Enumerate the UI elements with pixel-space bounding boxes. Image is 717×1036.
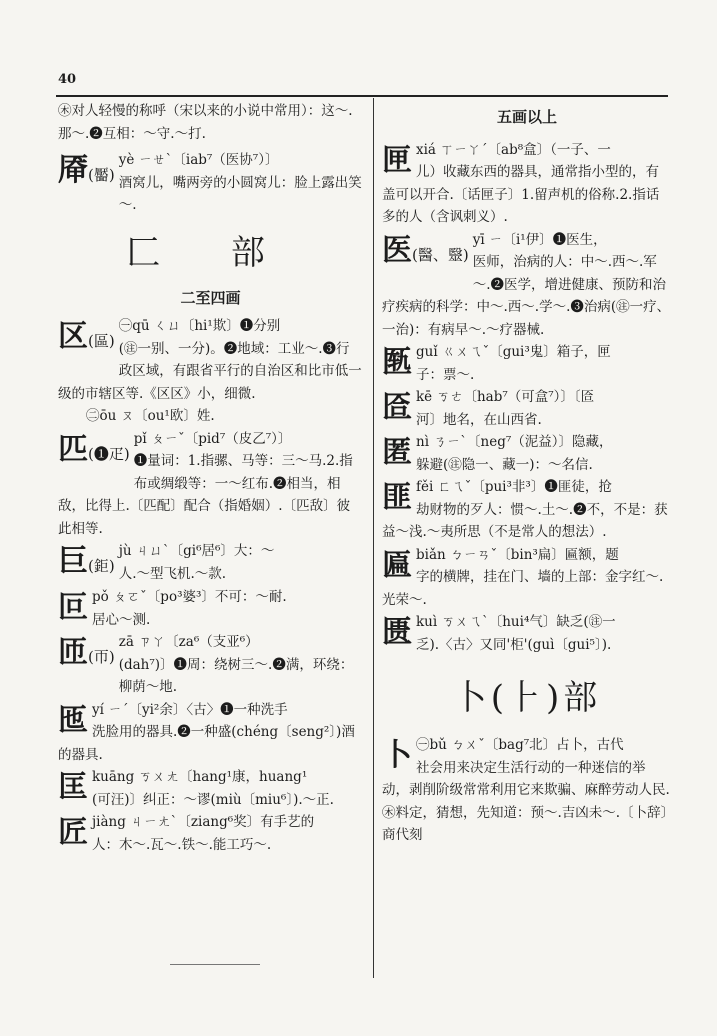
dictionary-entry xyxy=(382,341,672,386)
headword: 匜 xyxy=(58,702,88,738)
dictionary-entry xyxy=(58,405,363,428)
variant-form: (❶疋) xyxy=(88,444,130,463)
pronunciation: ㊀bǔ ㄅㄨˇ〔bag⁷北〕占卜，古代 xyxy=(416,737,624,753)
dictionary-entry xyxy=(58,315,363,405)
definition: (㊟一别、一分)。❷地域：工业～.❸行政区域，有跟省平行的自治区和比市低一级的市辖区等.《区区》小，细微. xyxy=(58,340,362,402)
pronunciation: yī ㄧ〔i¹伊〕❶医生， xyxy=(472,231,607,248)
right-column xyxy=(382,100,672,847)
definition: 医师，治病的人：中～.西～.军～.❷医学，增进健康、预防和治疗疾病的科学：中～.西～.学～.❸治病(㊟一疗、一治)：有病早～.～疗器械. xyxy=(382,254,671,338)
pronunciation: kuì ㄎㄨㄟˋ〔hui⁴气〕缺乏(㊟一 xyxy=(416,614,616,630)
pronunciation: pǐ ㄆㄧˇ〔pid⁷（皮乙⁷）〕 xyxy=(133,430,292,447)
definition: 人：木～.瓦～.铁～.能工巧～. xyxy=(92,836,272,853)
definition: 居心～测. xyxy=(92,611,151,628)
headword: 匪 xyxy=(382,480,412,515)
dictionary-entry xyxy=(382,431,672,476)
headword: 匹(❶疋) xyxy=(58,431,130,467)
variant-form: (鉅) xyxy=(88,557,115,575)
header-rule xyxy=(56,95,668,97)
definition: 儿）收藏东西的器具，通常指小型的，有盖可以开合.〔话匣子〕1.留声机的俗称.2.指话多的人（含讽刺义）. xyxy=(382,164,660,225)
headword: 卜 xyxy=(382,738,412,773)
dictionary-entry xyxy=(382,611,672,656)
definition: 河〕地名，在山西省. xyxy=(416,411,542,428)
definition: ㊁ōu ㄡ〔ou¹欧〕姓. xyxy=(86,408,215,424)
pronunciation: ㊀qū ㄑㄩ〔hi¹欺〕❶分别 xyxy=(118,318,281,334)
dictionary-entry xyxy=(382,544,672,612)
headword: 叵 xyxy=(58,590,88,625)
headword: 厣(靨) xyxy=(58,153,115,188)
lead-text: ㊍对人轻慢的称呼（宋以来的小说中常用）：这～.那～.❷互相：～守.～打. xyxy=(58,103,353,142)
pronunciation: jù ㄐㄩˋ〔gi⁶居⁶〕大：～ xyxy=(118,543,275,559)
pronunciation: biǎn ㄅㄧㄢˇ〔bin³扁〕匾额，题 xyxy=(416,546,619,563)
headword: 匡 xyxy=(58,770,88,805)
headword: 匼 xyxy=(382,390,412,425)
headword: 匝(帀) xyxy=(58,635,115,670)
column-divider xyxy=(373,98,374,978)
dictionary-entry xyxy=(382,386,672,431)
pronunciation: pǒ ㄆㄛˇ〔po³婆³〕不可：～耐. xyxy=(92,589,287,605)
dictionary-entry xyxy=(58,699,363,767)
variant-form: (醫、毉) xyxy=(412,245,469,264)
variant-form: (帀) xyxy=(88,648,115,666)
dictionary-entry xyxy=(382,476,672,544)
page-number: 40 xyxy=(58,72,77,87)
stroke-subtitle: 二至四画 xyxy=(180,288,241,307)
headword: 匾 xyxy=(382,547,412,583)
radical-title: 匚 部 xyxy=(126,232,295,273)
dictionary-entry xyxy=(58,586,363,631)
headword: 区(區) xyxy=(58,319,115,354)
definition: (可汪)〕纠正：～谬(miù〔miu⁶〕).～正. xyxy=(92,791,334,808)
headword: 匮 xyxy=(382,615,412,650)
dictionary-entry xyxy=(382,139,672,229)
dictionary-entry xyxy=(58,428,363,541)
definition: 人.～型飞机.～款. xyxy=(118,565,227,582)
pronunciation: kuāng ㄎㄨㄤ〔hang¹康，huang¹ xyxy=(92,769,308,785)
definition: ❶量词：1.指骡、马等：三～马.2.指布或绸缎等：一～红布.❷相当，相敌，比得上.〔匹配〕配合（指婚姻）.〔匹敌〕彼此相等. xyxy=(58,453,353,537)
headword: 匦 xyxy=(382,345,412,380)
definition: (dah⁷)〕❶周：绕树三～.❷满，环绕：柳荫～地. xyxy=(118,656,354,695)
dictionary-entry xyxy=(58,811,363,856)
definition: 躲避(㊟隐一、藏一)：～名信. xyxy=(416,456,593,473)
definition: 洗脸用的器具.❷一种盛(chéng〔seng²〕)酒的器具. xyxy=(58,724,355,763)
dictionary-entry xyxy=(58,540,363,586)
stroke-subtitle-right: 五画以上 xyxy=(496,108,557,126)
pronunciation: xiá ㄒㄧㄚˊ〔ab⁸盒〕（一子、一 xyxy=(416,141,611,158)
pronunciation: zā ㄗㄚ〔za⁶（支亚⁶） xyxy=(118,634,259,650)
pronunciation: fěi ㄈㄟˇ〔pui³非³〕❶匪徒，抢 xyxy=(416,479,612,495)
pronunciation: jiàng ㄐㄧㄤˋ〔ziang⁶奖〕有手艺的 xyxy=(92,814,315,830)
dictionary-entry xyxy=(58,149,363,217)
headword: 匿 xyxy=(382,435,412,470)
dictionary-entry xyxy=(58,766,363,811)
pronunciation: yè ㄧㄝˋ〔iab⁷（医协⁷）〕 xyxy=(118,152,279,168)
definition: 字的横牌，挂在门、墙的上部：金字红～.光荣～. xyxy=(382,569,664,608)
definition: 乏).〈古〉又同'柜'(guì〔gui⁵〕). xyxy=(416,636,612,653)
definition: 劫财物的歹人：惯～.土～.❷不，不是：获益～浅.～夷所思（不是常人的想法）. xyxy=(382,501,668,540)
definition: 子：票～. xyxy=(416,366,475,383)
headword: 巨(鉅) xyxy=(58,544,115,579)
radical-title-right: 卜(⺊)部 xyxy=(452,678,602,718)
headword: 匠 xyxy=(58,815,88,850)
headword: 匣 xyxy=(382,142,412,178)
definition: 社会用来决定生活行动的一种迷信的举动，剥削阶级常常利用它来欺骗、麻醉劳动人民.㊍料定，猜想，先知道：预～.吉凶未～.〔卜辞〕商代刻 xyxy=(382,759,670,843)
variant-form: (靨) xyxy=(88,166,115,184)
headword: 医(醫、毉) xyxy=(382,232,469,268)
variant-form: (區) xyxy=(88,332,115,350)
footer-rule xyxy=(170,964,260,965)
definition: 酒窝儿，嘴两旁的小圆窝儿：脸上露出笑～. xyxy=(118,174,362,213)
dictionary-entry xyxy=(382,734,672,847)
pronunciation: nì ㄋㄧˋ〔neg⁷（泥益）〕隐藏， xyxy=(416,434,613,450)
pronunciation: kē ㄎㄜ〔hab⁷（可盒⁷）〕〔匼 xyxy=(416,389,595,405)
dictionary-entry xyxy=(58,631,363,699)
dictionary-entry xyxy=(382,229,672,342)
pronunciation: yí ㄧˊ〔yi²余〕〈古〉❶一种洗手 xyxy=(92,701,288,718)
pronunciation: guǐ ㄍㄨㄟˇ〔gui³鬼〕箱子，匣 xyxy=(416,344,611,360)
left-column xyxy=(58,100,363,856)
